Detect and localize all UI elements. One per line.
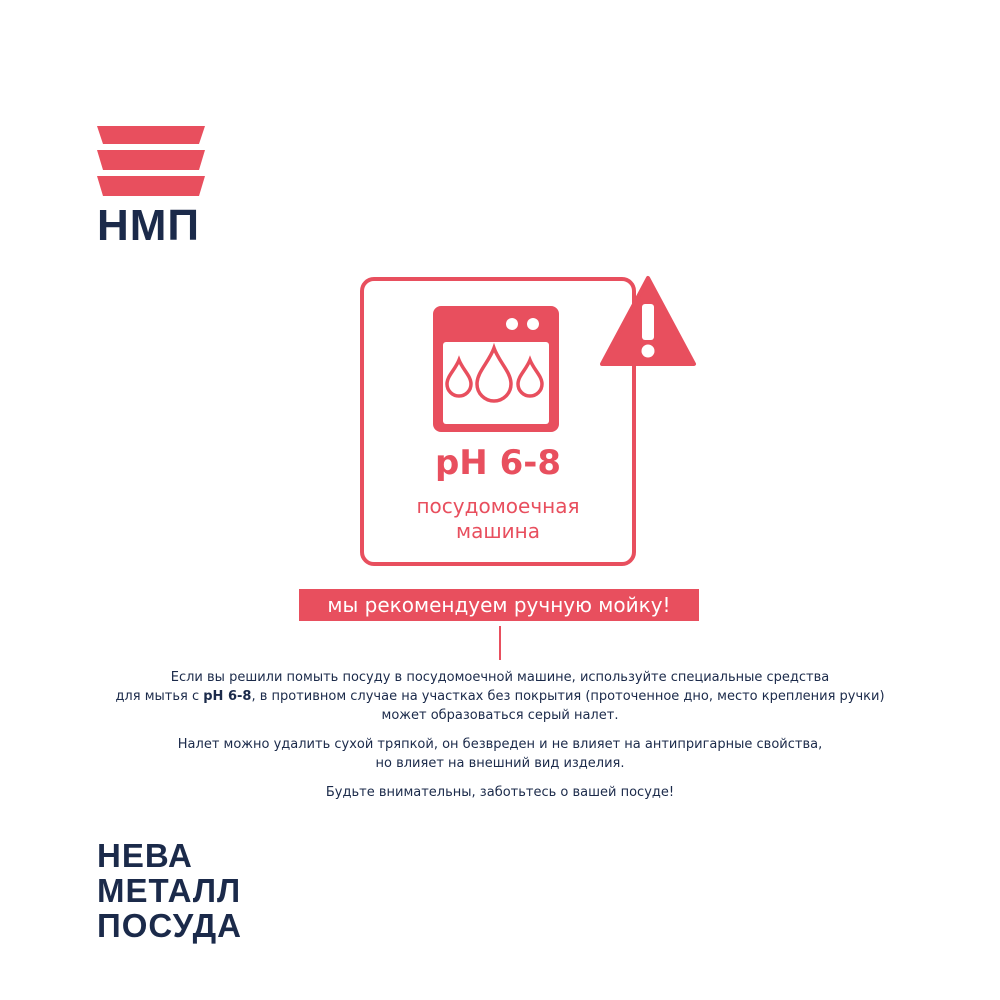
paragraph-3: Будьте внимательны, заботьтесь о вашей посуде! xyxy=(325,785,675,800)
paragraph-1-line3: может образоваться серый налет. xyxy=(381,708,619,723)
dishwasher-label xyxy=(360,494,636,544)
paragraph-1-line1: Если вы решили помыть посуду в посудомоечной машине, используйте специальные средства xyxy=(170,670,830,685)
paragraph-2-line2: но влияет на внешний вид изделия. xyxy=(375,756,625,771)
brand-line2: МЕТАЛЛ xyxy=(97,872,242,909)
dishwasher-icon xyxy=(431,304,561,434)
brand-logo xyxy=(97,126,207,198)
paragraph-1-ph-bold: pH 6-8 xyxy=(203,689,252,704)
brand-line3: ПОСУДА xyxy=(97,907,242,944)
paragraph-2-line1: Налет можно удалить сухой тряпкой, он безвреден и не влияет на антипригарные свойства, xyxy=(177,737,823,752)
logo-abbreviation: НМП xyxy=(97,201,201,250)
warning-triangle-icon xyxy=(598,274,698,368)
instructions-text xyxy=(80,668,920,812)
stacked-plates-icon xyxy=(97,126,207,198)
paragraph-2 xyxy=(80,735,920,773)
paragraph-1-line2-before: для мытья с xyxy=(115,689,204,704)
dishwasher-label-line2: машина xyxy=(456,519,540,543)
paragraph-1 xyxy=(80,668,920,725)
recommendation-banner: мы рекомендуем ручную мойку! xyxy=(299,589,699,621)
brand-line1: НЕВА xyxy=(97,837,193,874)
brand-name xyxy=(97,838,242,943)
connector-line xyxy=(499,626,501,660)
ph-range: pH 6-8 xyxy=(434,443,562,483)
dishwasher-label-line1: посудомоечная xyxy=(416,494,580,518)
paragraph-1-line2-after: , в противном случае на участках без покрытия (проточенное дно, место крепления ручки) xyxy=(251,689,885,704)
